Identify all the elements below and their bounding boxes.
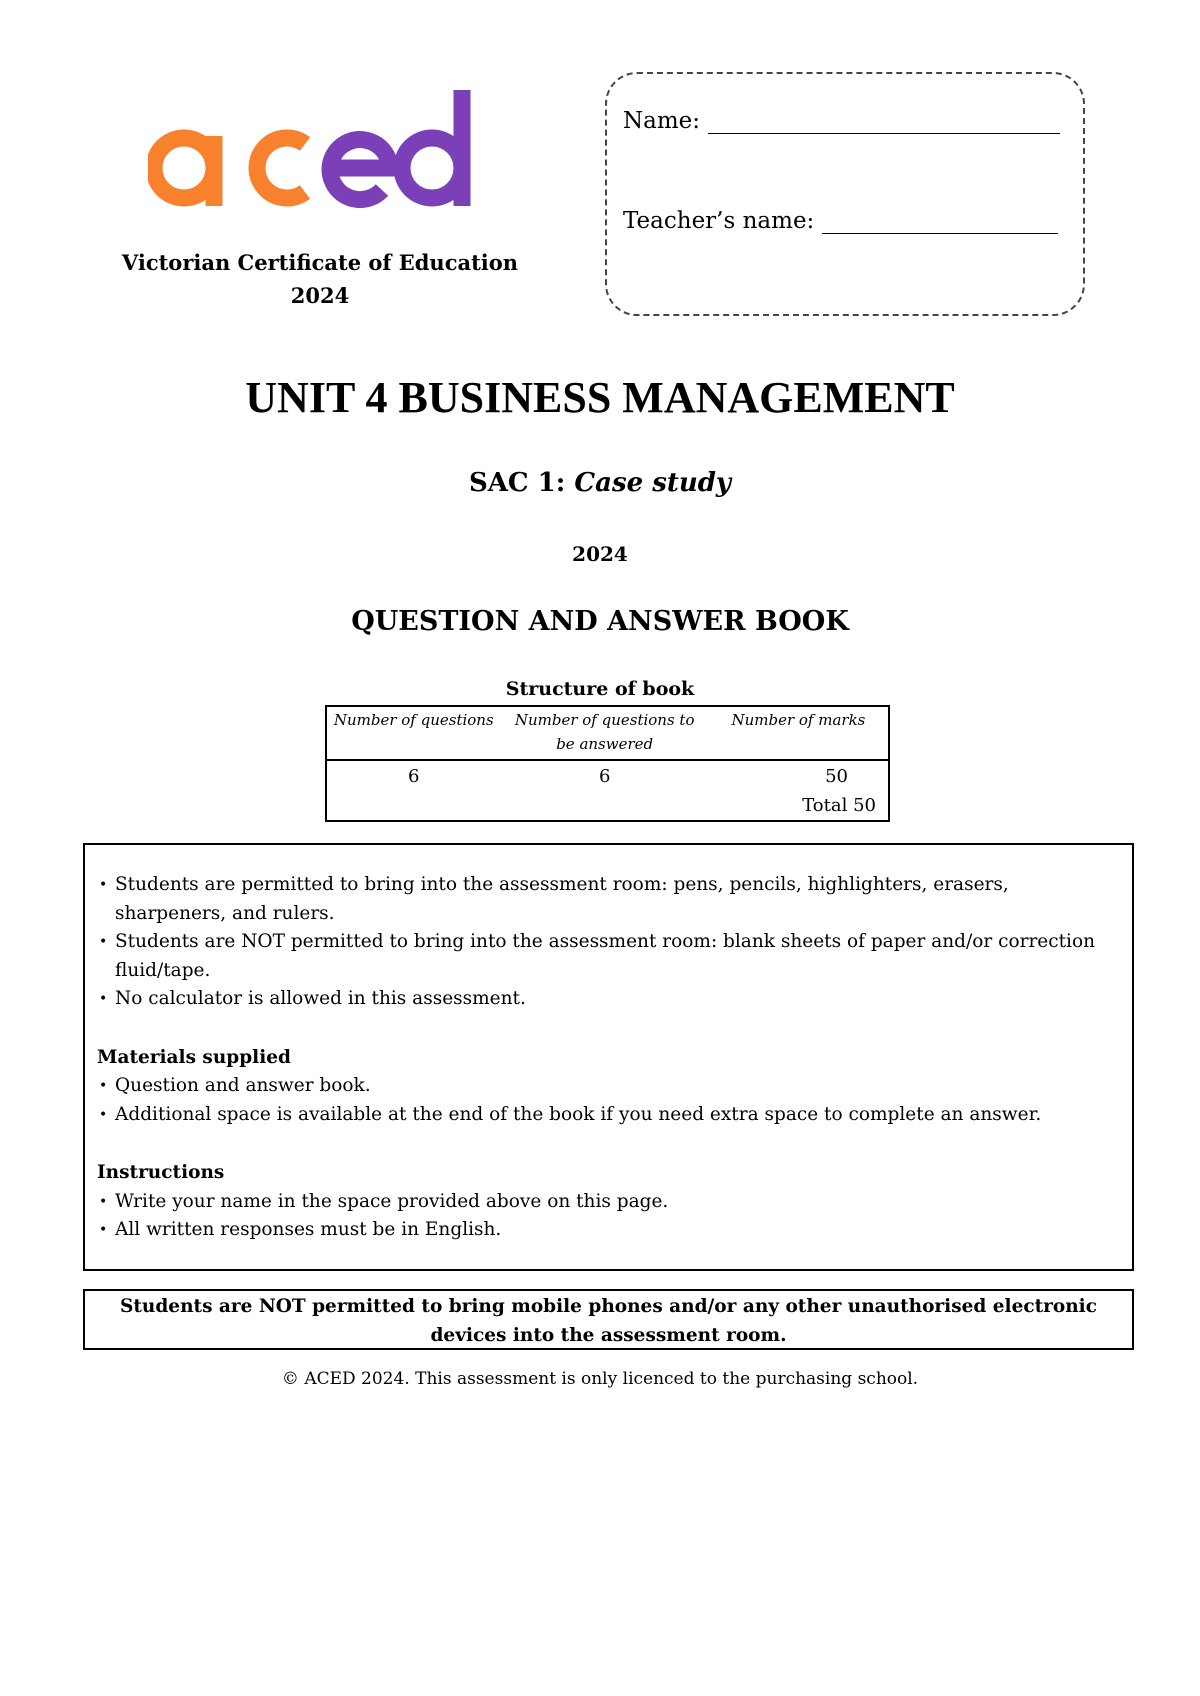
book-title: QUESTION AND ANSWER BOOK: [351, 606, 849, 637]
name-field[interactable]: [623, 108, 1060, 134]
structure-header-row: [326, 706, 889, 760]
assessment-year: 2024: [572, 542, 628, 566]
instructions-list: [97, 1188, 1120, 1245]
logo-letter-e: [330, 140, 390, 200]
mobile-phone-warning: [83, 1289, 1134, 1350]
teacher-name-line[interactable]: [822, 211, 1058, 234]
header-number-of-questions: Number of questions: [326, 706, 501, 760]
cell-total: Total 50: [802, 795, 876, 816]
list-item: • Additional space is available at the end of the book if you need extra space to complete an answer.: [97, 1101, 1120, 1130]
sac-prefix: SAC 1:: [468, 468, 566, 498]
list-item: • Question and answer book.: [97, 1072, 1120, 1101]
list-item: • No calculator is allowed in this assessment.: [97, 985, 1120, 1014]
list-item: • Write your name in the space provided above on this page.: [97, 1188, 1120, 1217]
cell-marks: 50: [825, 766, 848, 787]
warning-text: Students are NOT permitted to bring mobile phones and/or any other unauthorised electronic devices into the assessment room.: [120, 1296, 1097, 1346]
name-label: Name:: [623, 108, 701, 134]
header-number-of-marks: Number of marks: [709, 706, 889, 760]
aced-logo-text: [154, 90, 462, 206]
total-spacer-1: [326, 791, 501, 821]
rules-box: [83, 843, 1134, 1271]
sac-title: [0, 468, 1200, 498]
name-line[interactable]: [708, 111, 1060, 134]
aced-logo: [148, 88, 488, 214]
certificate-year: 2024: [290, 283, 350, 308]
teacher-name-field[interactable]: [623, 208, 1058, 234]
permitted-list: [97, 871, 1120, 1014]
copyright-notice: © ACED 2024. This assessment is only licenced to the purchasing school.: [281, 1369, 919, 1389]
teacher-name-label: Teacher’s name:: [623, 208, 815, 234]
page-title: UNIT 4 BUSINESS MANAGEMENT: [245, 373, 955, 422]
materials-list: [97, 1072, 1120, 1129]
cell-questions: 6: [408, 766, 420, 787]
structure-data-row: [326, 760, 889, 791]
list-item: • Students are permitted to bring into the assessment room: pens, pencils, highlighters, erasers, sharpeners, and rulers.: [97, 871, 1120, 928]
logo-letter-c: [257, 138, 305, 198]
logo-letter-d: [402, 138, 462, 198]
materials-heading: Materials supplied: [97, 1046, 291, 1068]
total-spacer-2: [501, 791, 709, 821]
cell-to-answer: 6: [598, 766, 611, 787]
student-details-box: [605, 72, 1085, 316]
instructions-heading: Instructions: [97, 1162, 225, 1183]
certificate-name: Victorian Certificate of Education: [121, 250, 519, 275]
logo-letter-a: [154, 138, 214, 198]
list-item: • Students are NOT permitted to bring into the assessment room: blank sheets of paper and/or correction fluid/tape.: [97, 928, 1120, 985]
structure-title: Structure of book: [505, 678, 695, 700]
structure-table: [325, 705, 890, 822]
sac-subtitle: Case study: [574, 468, 732, 498]
header-questions-to-answer: Number of questions to be answered: [501, 706, 709, 760]
list-item: • All written responses must be in English.: [97, 1216, 1120, 1245]
structure-total-row: [326, 791, 889, 821]
